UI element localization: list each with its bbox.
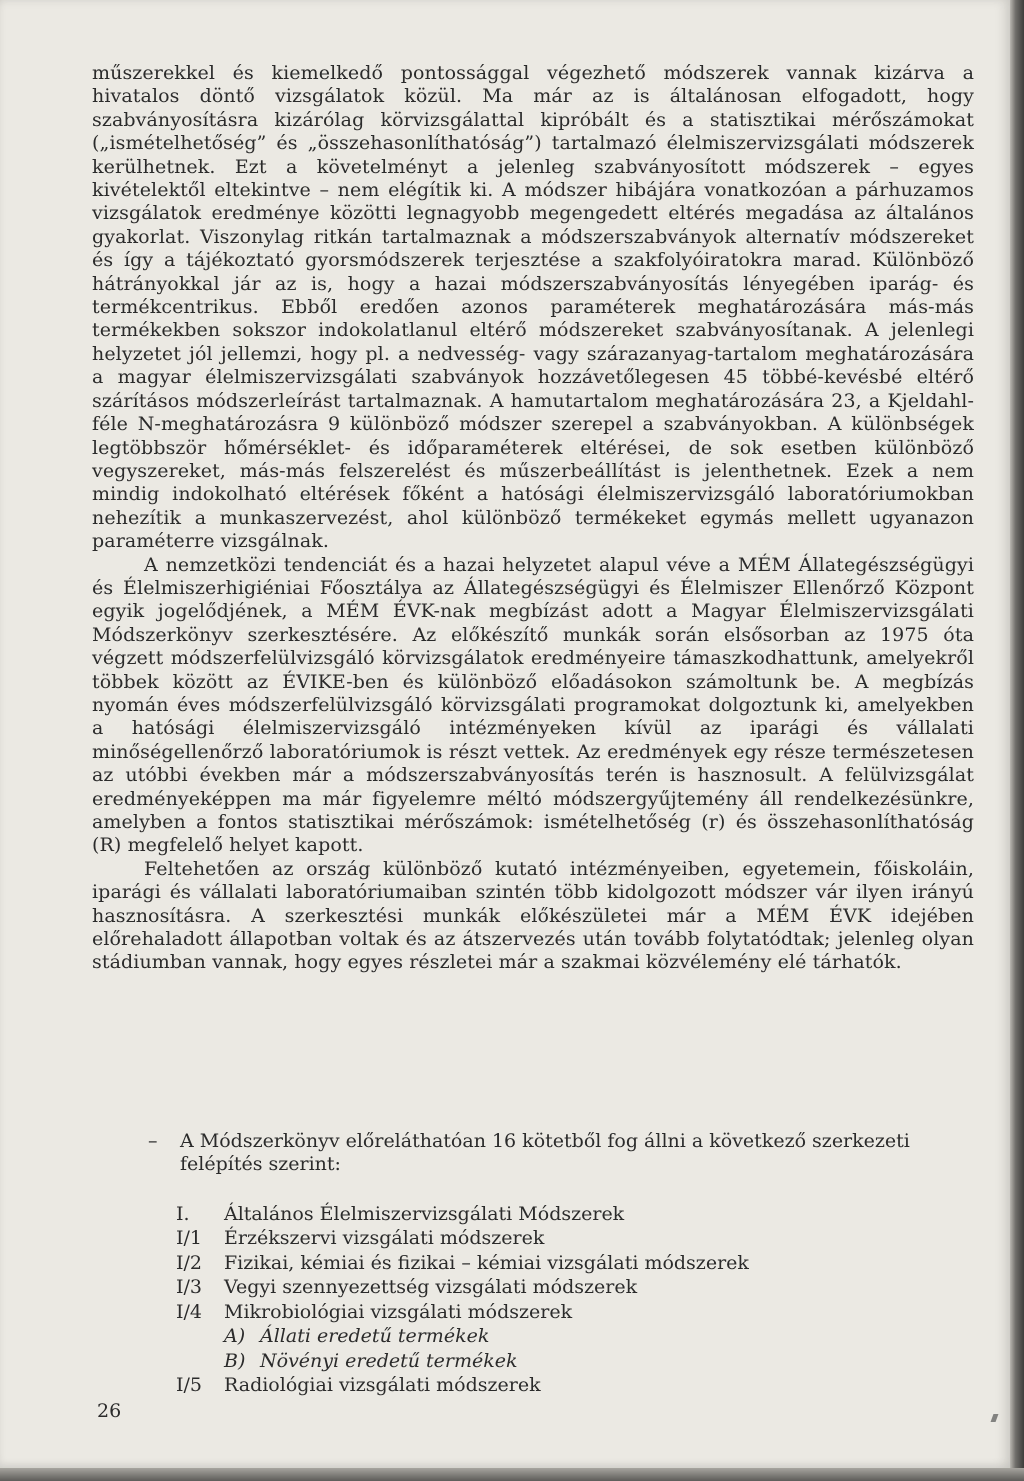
volume-title: Állati eredetű termékek bbox=[260, 1325, 490, 1348]
volume-title: Mikrobiológiai vizsgálati módszerek bbox=[224, 1300, 573, 1323]
list-intro bbox=[92, 1130, 974, 1177]
volume-number: A) bbox=[224, 1325, 246, 1348]
volume-number: I/1 bbox=[176, 1227, 202, 1250]
page-bottom-edge bbox=[0, 1468, 1024, 1481]
page-number: 26 bbox=[97, 1400, 122, 1422]
volume-number: I/4 bbox=[176, 1300, 202, 1323]
volume-list-item bbox=[92, 1374, 974, 1399]
volume-number: I/3 bbox=[176, 1276, 202, 1299]
volume-number: I. bbox=[176, 1202, 190, 1225]
paragraph-3: Feltehetően az ország különböző kutató intézményeiben, egyetemein, főiskoláin, iparági és vállalati laboratóriumaiban szintén több kidolgozott módszer vár ilyen irányú hasznosításra. A szerkesztési munkák előkészületei már a MÉM ÉVK idejében előrehaladott állapotban voltak és az átszervezés után tovább folytatódtak; jelenleg olyan stádiumban vannak, hogy egyes részletei már a szakmai közvélemény elé tárhatók. bbox=[92, 857, 974, 974]
volume-list-item bbox=[92, 1325, 974, 1350]
list-dash: – bbox=[148, 1130, 158, 1152]
volume-list-item bbox=[92, 1203, 974, 1228]
paragraph-1: műszerekkel és kiemelkedő pontossággal végezhető módszerek vannak kizárva a hivatalos döntő vizsgálatok közül. Ma már az is általánosan elfogadott, hogy szabványosításra kizárólag körvizsgálattal kipróbált és a statisztikai mérőszámokat („ismételhetőség” és „összehasonlíthatóság”) tartalmazó élelmiszervizsgálati módszerek kerülhetnek. Ezt a követelményt a jelenleg szabványosított módszerek – egyes kivételektől eltekintve – nem elégítik ki. A módszer hibájára vonatkozóan a párhuzamos vizsgálatok eredménye közötti legnagyobb megengedett eltérés megadása az általános gyakorlat. Viszonylag ritkán tartalmaznak a módszerszabványok alternatív módszereket és így a tájékoztató gyorsmódszerek terjesztése a szakfolyóiratokra marad. Különböző hátrányokkal jár az is, hogy a hazai módszerszabványosítás lényegében iparág- és termékcentrikus. Ebből eredően azonos paraméterek meghatározására más-más termékekben sokszor indokolatlanul eltérő módszereket szabványosítanak. A jelenlegi helyzetet jól jellemzi, hogy pl. a nedvesség- vagy szárazanyag-tartalom meghatározására a magyar élelmiszervizsgálati szabványok hozzávetőlegesen 45 többé-kevésbé eltérő szárításos módszerleírást tartalmaznak. A hamutartalom meghatározására 23, a Kjeldahl-féle N-meghatározásra 9 különböző módszer szerepel a szabványokban. A különbségek legtöbbször hőmérséklet- és időparaméterek eltérései, de sok esetben különböző vegyszereket, más-más felszerelést és műszerbeállítást is jelenthetnek. Ezek a nem mindig indokolható eltérések főként a hatósági élelmiszervizsgáló laboratóriumokban nehezítik a munkaszervezést, ahol különböző termékeket egymás mellett ugyanazon paraméterre vizsgálnak. bbox=[92, 62, 974, 553]
volume-title: Érzékszervi vizsgálati módszerek bbox=[224, 1227, 545, 1250]
volume-list-section bbox=[92, 1130, 974, 1399]
volume-list bbox=[92, 1203, 974, 1399]
volume-number: I/5 bbox=[176, 1374, 202, 1397]
volume-title: Általános Élelmiszervizsgálati Módszerek bbox=[224, 1202, 625, 1225]
volume-list-item bbox=[92, 1252, 974, 1277]
volume-title: Növényi eredetű termékek bbox=[260, 1349, 518, 1372]
volume-list-item bbox=[92, 1350, 974, 1375]
margin-mark bbox=[991, 1414, 999, 1422]
volume-number: I/2 bbox=[176, 1251, 202, 1274]
volume-title: Fizikai, kémiai és fizikai – kémiai vizsgálati módszerek bbox=[224, 1251, 749, 1274]
volume-list-item bbox=[92, 1301, 974, 1326]
volume-list-item bbox=[92, 1276, 974, 1301]
volume-number: B) bbox=[224, 1349, 246, 1372]
page-edge-shadow bbox=[1010, 0, 1024, 1481]
paragraph-2: A nemzetközi tendenciát és a hazai helyzetet alapul véve a MÉM Állategészségügyi és Élelmiszerhigiéniai Főosztálya az Állategészségügyi és Élelmiszer Ellenőrző Központ egyik jogelődjének, a MÉM ÉVK-nak megbízást adott a Magyar Élelmiszervizsgálati Módszerkönyv szerkesztésére. Az előkészítő munkák során elsősorban az 1975 óta végzett módszerfelülvizsgáló körvizsgálatok eredményeire támaszkodhattunk, amelyekről többek között az ÉVIKE-ben és különböző előadásokon számoltunk be. A megbízás nyomán éves módszerfelülvizsgáló körvizsgálati programokat dolgoztunk ki, amelyekben a hatósági élelmiszervizsgáló intézményeken kívül az iparági és vállalati minőségellenőrző laboratóriumok is részt vettek. Az eredmények egy része természetesen az utóbbi években már a módszerszabványosítás terén is hasznosult. A felülvizsgálat eredményeképpen ma már figyelemre méltó módszergyűjtemény áll rendelkezésünkre, amelyben a fontos statisztikai mérőszámok: ismételhetőség (r) és összehasonlíthatóság (R) megfelelő helyet kapott. bbox=[92, 553, 974, 857]
volume-title: Vegyi szennyezettség vizsgálati módszerek bbox=[224, 1276, 638, 1299]
list-intro-text: A Módszerkönyv előreláthatóan 16 kötetből fog állni a következő szerkezeti felépítés szerint: bbox=[180, 1130, 910, 1176]
volume-list-item bbox=[92, 1227, 974, 1252]
volume-title: Radiológiai vizsgálati módszerek bbox=[224, 1374, 541, 1397]
body-text bbox=[92, 62, 974, 975]
